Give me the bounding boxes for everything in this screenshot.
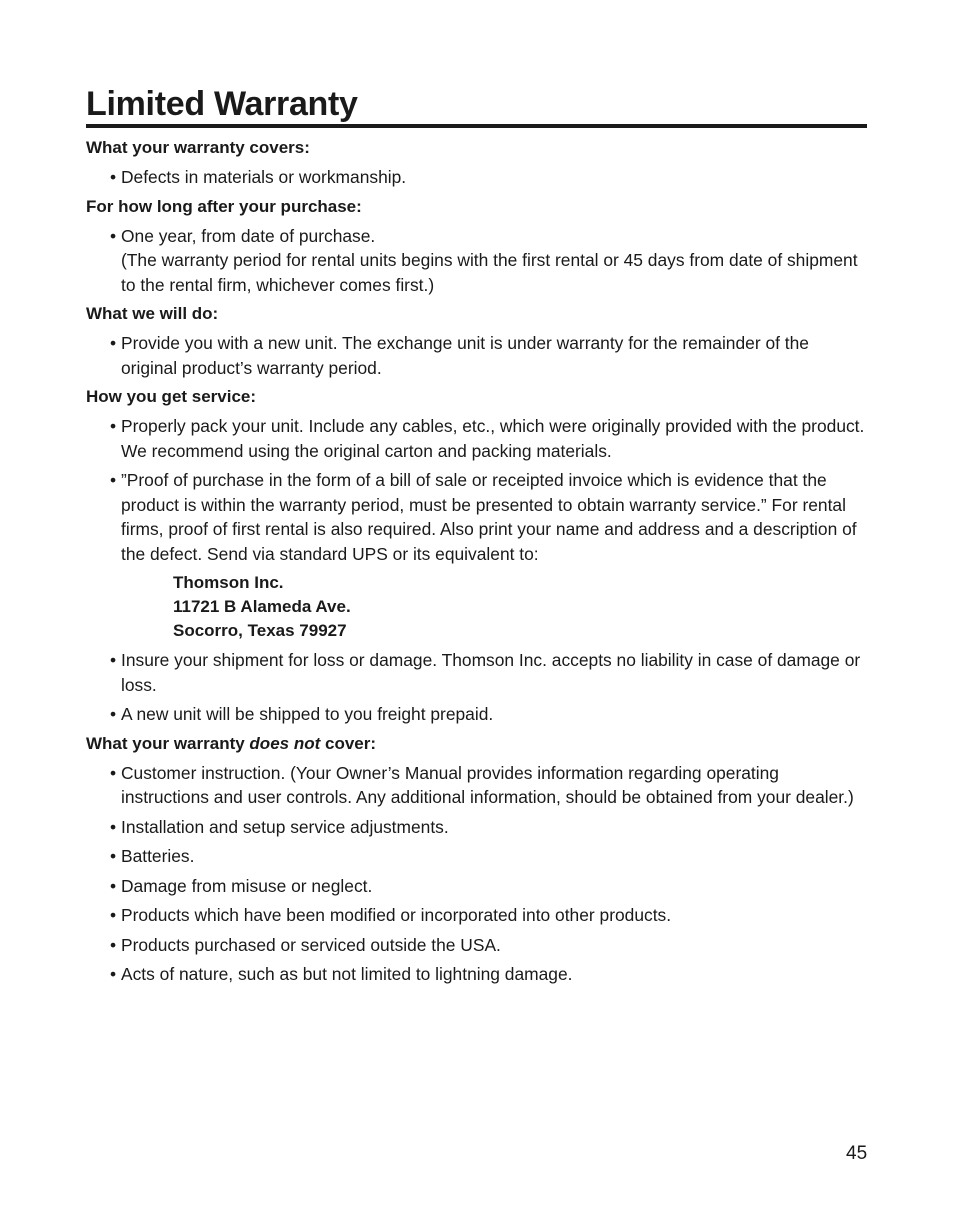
bullet: • <box>110 934 117 955</box>
bullet: • <box>110 762 117 783</box>
list-item <box>86 414 868 463</box>
list-item <box>86 224 868 298</box>
page-number: 45 <box>846 1143 868 1164</box>
list-item <box>86 962 868 987</box>
list-item-text: Defects in materials or workmanship. <box>121 167 407 187</box>
list-item <box>86 903 868 928</box>
list-item <box>86 933 868 958</box>
list-item-text: Insure your shipment for loss or damage. Thomson Inc. accepts no liability in case of damage or loss. <box>121 650 861 695</box>
list-item <box>86 702 868 727</box>
page-title: Limited Warranty <box>86 85 358 123</box>
what-we-do-list <box>86 331 868 380</box>
section-heading-what-we-do: What we will do: <box>86 304 219 323</box>
heading-emphasis: does not <box>249 733 321 753</box>
list-item-note: (The warranty period for rental units begins with the first rental or 45 days from date of shipment to the rental firm, whichever comes first.) <box>121 250 858 295</box>
section-heading-service: How you get service: <box>86 387 257 406</box>
list-item <box>86 844 868 869</box>
section-heading-not-cover <box>86 732 868 756</box>
bullet: • <box>110 964 117 984</box>
bullet: • <box>110 816 117 837</box>
covers-list <box>86 165 868 190</box>
list-item-text: A new unit will be shipped to you freight prepaid. <box>121 704 494 724</box>
bullet: • <box>110 704 117 724</box>
title-underline <box>86 124 867 128</box>
not-cover-list <box>86 761 868 987</box>
list-item-text: ”Proof of purchase in the form of a bill of sale or receipted invoice which is evidence that the product is within the warranty period, must be presented to obtain warranty service.” For rental firms, proof of first rental is also required. Also print your name and address and a description of the defect. Send via standard UPS or its equivalent to: <box>121 470 857 564</box>
bullet: • <box>110 875 117 896</box>
bullet: • <box>110 905 117 925</box>
list-item-text: Provide you with a new unit. The exchange unit is under warranty for the remainder of the original product’s warranty period. <box>121 333 809 378</box>
bullet: • <box>110 416 117 436</box>
warranty-page <box>86 84 868 992</box>
list-item-text: Batteries. <box>121 846 195 866</box>
section-service <box>86 385 868 727</box>
section-how-long <box>86 195 868 298</box>
list-item-text: Installation and setup service adjustments. <box>121 816 449 837</box>
section-heading-covers: What your warranty covers: <box>86 138 310 157</box>
section-covers <box>86 136 868 190</box>
section-what-we-do <box>86 302 868 380</box>
list-item-text: Properly pack your unit. Include any cables, etc., which were originally provided with the product. We recommend using the original carton and packing materials. <box>121 416 865 461</box>
list-item-text: Damage from misuse or neglect. <box>121 875 373 896</box>
heading-prefix: What your warranty <box>86 733 250 753</box>
list-item-text: Customer instruction. (Your Owner’s Manual provides information regarding operating instructions and user controls. Any additional information, should be obtained from your dealer.) <box>121 762 854 807</box>
list-item-text: One year, from date of purchase. <box>121 225 376 246</box>
list-item-text: Products purchased or serviced outside the USA. <box>121 934 501 955</box>
service-list <box>86 414 868 566</box>
bullet: • <box>110 167 117 187</box>
bullet: • <box>110 225 117 246</box>
section-not-cover <box>86 732 868 987</box>
service-address <box>173 571 868 643</box>
address-line-street: 11721 B Alameda Ave. <box>173 597 351 616</box>
bullet: • <box>110 333 117 353</box>
list-item-text: Acts of nature, such as but not limited to lightning damage. <box>121 964 573 984</box>
service-list-continued <box>86 648 868 727</box>
bullet: • <box>110 650 117 670</box>
address-line-city: Socorro, Texas 79927 <box>173 621 347 640</box>
list-item <box>86 648 868 697</box>
list-item <box>86 874 868 899</box>
bullet: • <box>110 470 117 490</box>
section-heading-how-long: For how long after your purchase: <box>86 196 362 216</box>
list-item <box>86 165 868 190</box>
list-item <box>86 468 868 566</box>
bullet: • <box>110 846 117 866</box>
heading-suffix: cover: <box>320 733 377 753</box>
how-long-list <box>86 224 868 298</box>
list-item <box>86 331 868 380</box>
address-line-company: Thomson Inc. <box>173 573 284 592</box>
list-item-text: Products which have been modified or incorporated into other products. <box>121 905 672 925</box>
list-item <box>86 761 868 810</box>
list-item <box>86 815 868 840</box>
